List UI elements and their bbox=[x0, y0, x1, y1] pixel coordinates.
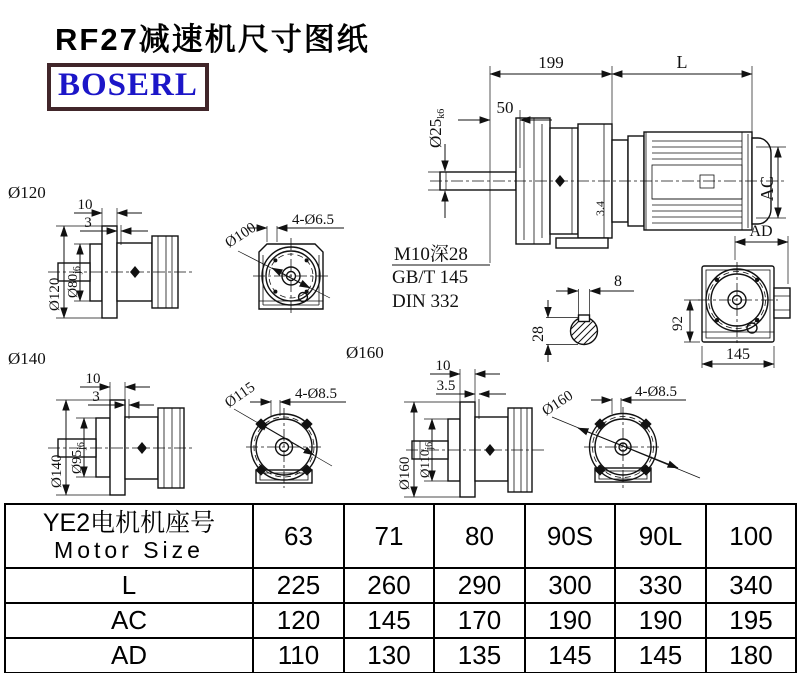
dim-199-label: 199 bbox=[538, 53, 564, 72]
motor-size-col: 90S bbox=[525, 504, 615, 568]
flange120-dim-a-label: 10 bbox=[77, 197, 93, 213]
page-title: RF27减速机尺寸图纸 bbox=[55, 22, 370, 57]
dim-L-label: L bbox=[676, 52, 688, 72]
thread-note-line3: DIN 332 bbox=[392, 291, 460, 312]
motor-size-col: 71 bbox=[344, 504, 434, 568]
flange115-pilot-dia-label: Ø115 bbox=[222, 379, 259, 412]
flange115-bolt-note-label: 4-Ø8.5 bbox=[294, 386, 338, 402]
flange160-pilot-dia-label: Ø160 bbox=[539, 387, 577, 420]
thread-note-line2: GB/T 145 bbox=[392, 267, 469, 288]
table-header-en: Motor Size bbox=[54, 536, 204, 563]
table-row-AC bbox=[5, 603, 796, 638]
flange160-dim-a-label: 10 bbox=[435, 358, 451, 374]
flange120-side-view-drawing bbox=[8, 183, 192, 318]
flange140-dim-b-label: 3 bbox=[92, 389, 100, 405]
flange120-hub-dia-label: $Ø80_{j6}$ bbox=[66, 266, 83, 298]
motor-rear-view-drawing bbox=[670, 262, 790, 368]
dim-shaft-dia-label: Ø25k6 bbox=[426, 108, 447, 148]
table-cell: 190 bbox=[525, 603, 615, 638]
table-header-cell bbox=[5, 504, 253, 568]
table-cell: 290 bbox=[434, 568, 525, 603]
flange140-hub-dia-label: $Ø95_{j6}$ bbox=[70, 442, 87, 474]
dim-50-label: 50 bbox=[496, 98, 514, 117]
table-cell: 130 bbox=[344, 638, 434, 673]
rear-height-label: 92 bbox=[670, 316, 686, 331]
flange160-view-label: Ø160 bbox=[346, 343, 384, 362]
flange160-front-view-drawing bbox=[539, 384, 700, 489]
flange100-bolt-note-label: 4-Ø6.5 bbox=[291, 212, 335, 228]
flange140-dim-a-label: 10 bbox=[85, 371, 101, 387]
motor-size-col: 80 bbox=[434, 504, 525, 568]
row-label: AD bbox=[5, 638, 253, 673]
key-width-label: 8 bbox=[614, 273, 622, 290]
row-label: AC bbox=[5, 603, 253, 638]
table-cell: 195 bbox=[706, 603, 796, 638]
table-cell: 300 bbox=[525, 568, 615, 603]
flange160-hub-dia-label: $Ø110_{j6}$ bbox=[417, 441, 435, 478]
dim-AD-label: AD bbox=[749, 223, 773, 240]
shaft-key-section-drawing bbox=[530, 273, 634, 386]
flange140-side-view-drawing bbox=[8, 349, 192, 495]
motor-size-col: 63 bbox=[253, 504, 344, 568]
table-cell: 145 bbox=[344, 603, 434, 638]
thread-note bbox=[392, 243, 490, 312]
table-cell: 180 bbox=[706, 638, 796, 673]
motor-size-table bbox=[4, 503, 797, 673]
thread-note-line1: M10深28 bbox=[394, 244, 468, 265]
key-height-label: 28 bbox=[530, 326, 547, 342]
table-cell: 190 bbox=[615, 603, 706, 638]
rear-width-label: 145 bbox=[726, 346, 750, 363]
flange100-front-view-drawing bbox=[222, 212, 344, 316]
table-row-L bbox=[5, 568, 796, 603]
table-cell: 225 bbox=[253, 568, 344, 603]
flange160-dim-b-label: 3.5 bbox=[436, 378, 456, 394]
flange140-view-label: Ø140 bbox=[8, 349, 46, 368]
flange120-dim-b-label: 3 bbox=[84, 215, 92, 231]
dim-AC-label: AC bbox=[757, 175, 777, 201]
flange100-pilot-dia-label: Ø100 bbox=[222, 219, 260, 252]
flange140-dia-label: Ø140 bbox=[49, 454, 65, 488]
flange160-dia-label: Ø160 bbox=[397, 456, 413, 490]
table-cell: 120 bbox=[253, 603, 344, 638]
motor-size-col: 100 bbox=[706, 504, 796, 568]
table-header-cn: YE2电机机座号 bbox=[42, 508, 216, 537]
flange160-bolt-note-label: 4-Ø8.5 bbox=[634, 384, 678, 400]
brand-logo-text: BOSERL bbox=[58, 67, 198, 103]
row-label: L bbox=[5, 568, 253, 603]
table-row-AD bbox=[5, 638, 796, 673]
flange160-side-view-drawing bbox=[346, 343, 545, 497]
table-cell: 110 bbox=[253, 638, 344, 673]
flange120-dia-label: Ø120 bbox=[47, 277, 63, 311]
table-cell: 330 bbox=[615, 568, 706, 603]
table-cell: 260 bbox=[344, 568, 434, 603]
flange120-view-label: Ø120 bbox=[8, 183, 46, 202]
motor-size-col: 90L bbox=[615, 504, 706, 568]
table-header-row bbox=[5, 504, 796, 568]
flange115-front-view-drawing bbox=[222, 379, 346, 488]
table-cell: 135 bbox=[434, 638, 525, 673]
table-cell: 145 bbox=[615, 638, 706, 673]
flange-mark-label: 3.4 bbox=[593, 201, 607, 216]
table-cell: 340 bbox=[706, 568, 796, 603]
table-cell: 170 bbox=[434, 603, 525, 638]
main-side-view-drawing bbox=[430, 118, 784, 248]
table-cell: 145 bbox=[525, 638, 615, 673]
